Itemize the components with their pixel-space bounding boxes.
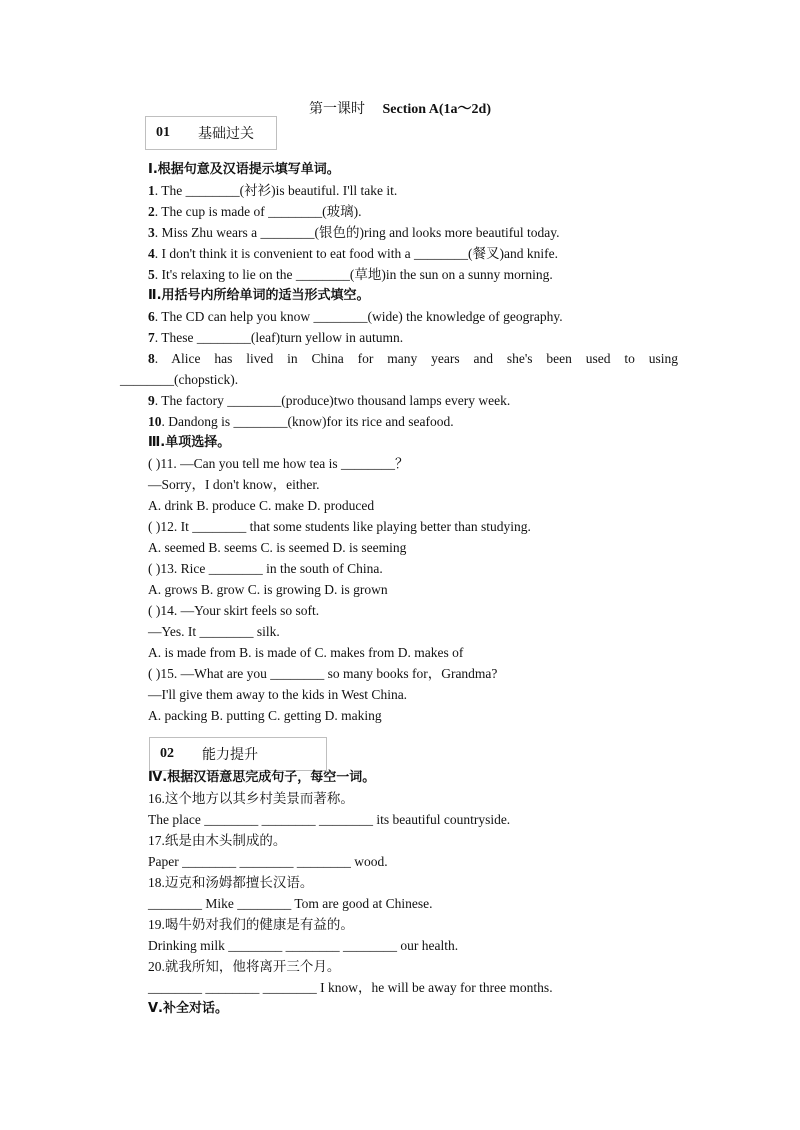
question-11-options: A. drink B. produce C. make D. produced <box>148 498 375 513</box>
question-15: ( )15. —What are you ________ so many books for，Grandma? <box>148 666 498 681</box>
heading-part-5: Ⅴ.补全对话。 <box>148 1001 228 1016</box>
question-20: 20.就我所知，他将离开三个月。 <box>148 959 341 974</box>
question-11-reply: —Sorry，I don't know，either. <box>148 477 320 492</box>
heading-part-4: Ⅳ.根据汉语意思完成句子，每空一词。 <box>148 770 376 785</box>
section-box-basic <box>145 116 277 150</box>
question-19-blank: Drinking milk ________ ________ ________ our health. <box>148 938 459 953</box>
question-4: 4. I don't think it is convenient to eat food with a ________(餐叉)and knife. <box>148 246 558 261</box>
question-19: 19.喝牛奶对我们的健康是有益的。 <box>148 917 354 932</box>
question-17: 17.纸是由木头制成的。 <box>148 833 287 848</box>
question-5: 5. It's relaxing to lie on the ________(草地)in the sun on a sunny morning. <box>148 267 553 282</box>
section-label: 能力提升 <box>202 748 258 763</box>
question-7: 7. These ________(leaf)turn yellow in autumn. <box>148 330 404 345</box>
question-9: 9. The factory ________(produce)two thousand lamps every week. <box>148 393 511 408</box>
heading-part-3: Ⅲ.单项选择。 <box>148 435 231 450</box>
section-number: 02 <box>160 746 174 761</box>
section-number: 01 <box>156 125 170 140</box>
question-8: 8. Alice has lived in China for many years and she's been used to using <box>148 351 678 366</box>
question-13: ( )13. Rice ________ in the south of China. <box>148 561 383 576</box>
question-2: 2. The cup is made of ________(玻璃). <box>148 204 362 219</box>
question-13-options: A. grows B. grow C. is growing D. is grown <box>148 582 388 597</box>
question-1: 1. The ________(衬衫)is beautiful. I'll take it. <box>148 183 398 198</box>
question-14-options: A. is made from B. is made of C. makes from D. makes of <box>148 645 464 660</box>
question-17-blank: Paper ________ ________ ________ wood. <box>148 854 388 869</box>
question-14: ( )14. —Your skirt feels so soft. <box>148 603 320 618</box>
section-box-advanced <box>149 737 327 771</box>
question-6: 6. The CD can help you know ________(wide) the knowledge of geography. <box>148 309 563 324</box>
question-20-blank: ________ ________ ________ I know，he will be away for three months. <box>148 980 553 995</box>
question-12-options: A. seemed B. seems C. is seemed D. is seeming <box>148 540 407 555</box>
title-lesson: 第一课时 <box>309 102 365 117</box>
question-15-options: A. packing B. putting C. getting D. making <box>148 708 382 723</box>
section-label: 基础过关 <box>198 127 254 142</box>
page-title <box>0 98 800 118</box>
question-18-blank: ________ Mike ________ Tom are good at Chinese. <box>148 896 433 911</box>
question-11: ( )11. —Can you tell me how tea is ________？ <box>148 456 409 471</box>
question-14-reply: —Yes. It ________ silk. <box>148 624 280 639</box>
question-3: 3. Miss Zhu wears a ________(银色的)ring and looks more beautiful today. <box>148 225 560 240</box>
question-12: ( )12. It ________ that some students like playing better than studying. <box>148 519 531 534</box>
question-16-blank: The place ________ ________ ________ its beautiful countryside. <box>148 812 511 827</box>
title-section: Section A(1a～2d) <box>382 102 491 117</box>
question-15-reply: —I'll give them away to the kids in West China. <box>148 687 408 702</box>
heading-part-1: Ⅰ.根据句意及汉语提示填写单词。 <box>148 162 340 177</box>
question-10: 10. Dandong is ________(know)for its rice and seafood. <box>148 414 454 429</box>
question-18: 18.迈克和汤姆都擅长汉语。 <box>148 875 314 890</box>
heading-part-2: Ⅱ.用括号内所给单词的适当形式填空。 <box>148 288 370 303</box>
question-8-continued: ________(chopstick). <box>120 372 239 387</box>
question-16: 16.这个地方以其乡村美景而著称。 <box>148 791 354 806</box>
